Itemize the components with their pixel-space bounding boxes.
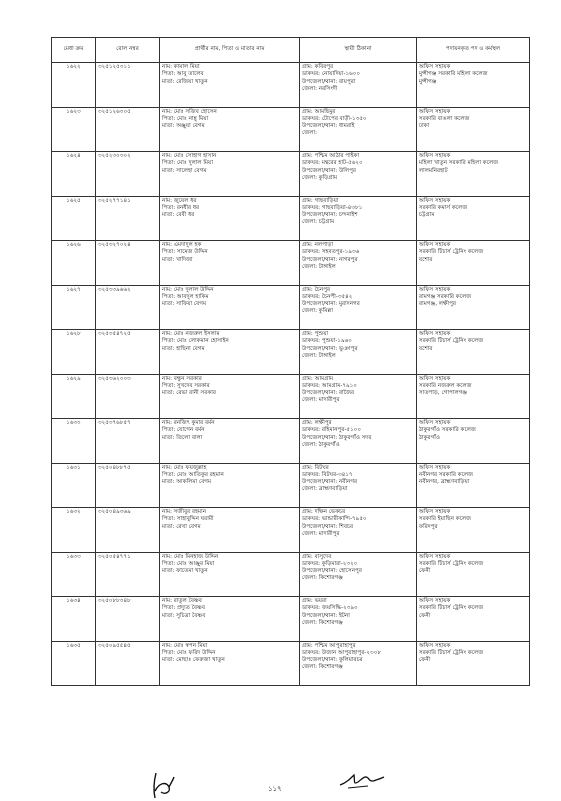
cell-permanent-address-line: জেলা: নরসিংদী: [302, 85, 338, 92]
cell-permanent-address-line: ডাকঘর: টোপের বাড়ী-১৩৫০: [302, 115, 367, 122]
cell-posting: [417, 152, 530, 197]
cell-candidate-name-line: মাতা: রেভা রানী সরকার: [162, 390, 216, 397]
cell-permanent-address-line: জেলা:: [302, 130, 317, 137]
cell-permanent-address-line: ডাকঘর: উজান আপুরাহাপুর-২৩০৮: [302, 649, 381, 656]
cell-posting-line: সরকারি নজরুল কলেজ: [419, 382, 472, 389]
cell-permanent-address-line: উপজেলা/থানা: হোসেনপুর: [302, 568, 362, 575]
cell-candidate-name-line: নাম: এমদাদুল হক: [162, 242, 202, 248]
candidate-table: [51, 37, 530, 686]
cell-permanent-address-line: জেলা: কিশোরগঞ্জ: [302, 664, 343, 671]
table-header-row: [52, 38, 530, 63]
cell-roll-number: ৩২৫০৫৪৭৭১: [96, 552, 160, 597]
cell-permanent-address: [300, 597, 417, 642]
cell-serial: ১৬২২: [52, 63, 96, 108]
cell-candidate-name-line: পিতা: মোঃ দুলাল মিয়া: [162, 160, 213, 167]
cell-candidate-name-line: পিতা: মোঃ লোকমান হোসাইন: [162, 338, 229, 345]
cell-posting: [417, 196, 530, 241]
table-row: [52, 552, 530, 597]
cell-posting: [417, 419, 530, 464]
signature-right: [338, 769, 386, 791]
cell-posting: [417, 552, 530, 597]
table-row: [52, 196, 530, 241]
cell-candidate-name: [160, 63, 300, 108]
cell-posting-line: সাতপাড়, গোপালগঞ্জ: [419, 390, 468, 397]
cell-serial: ১৬২৮: [52, 330, 96, 375]
cell-candidate-name-line: নাম: জুয়েল ধর: [162, 197, 197, 204]
cell-posting: [417, 107, 530, 152]
cell-candidate-name: [160, 463, 300, 508]
cell-candidate-name-line: মাতা: সুচিত্রা বৈষ্ণব: [162, 612, 206, 619]
cell-candidate-name-line: পিতা: সাহাবুদ্দিন ঘরামী: [162, 516, 214, 523]
cell-posting: [417, 285, 530, 330]
cell-posting-line: সরকারি টিচার্স ট্রেনিং কলেজ: [419, 605, 484, 612]
cell-posting-line: অফিস সহায়ক: [419, 64, 451, 70]
cell-roll-number: ৩২৫৩৩৯৬৬২: [96, 285, 160, 330]
cell-posting-line: অফিস সহায়ক: [419, 375, 451, 382]
cell-candidate-name-line: পিতা: প্রদ্যুত বৈষ্ণব: [162, 605, 205, 612]
cell-candidate-name-line: নাম: মোঃ দুলাল উদ্দিন: [162, 286, 214, 293]
cell-roll-number: ৩২৫০৯৫৫৪৫: [96, 641, 160, 686]
cell-permanent-address-line: জেলা: কুমিল্লা: [302, 308, 333, 315]
cell-candidate-name: [160, 597, 300, 642]
cell-posting-line: ফেনী: [419, 568, 431, 575]
cell-posting-line: সরকারি টিচার্স ট্রেনিং কলেজ: [419, 249, 484, 256]
cell-permanent-address-line: ডাকঘর: বিটঘর-৩৪১৭: [302, 471, 353, 478]
cell-posting: [417, 597, 530, 642]
cell-permanent-address-line: উপজেলা/থানা: ধামরাই: [302, 123, 355, 130]
cell-permanent-address-line: গ্রাম: পশ্চিম আঠার পাইকা: [302, 153, 360, 159]
cell-candidate-name-line: নাম: মোঃ মিনহাজ উদ্দিন: [162, 553, 219, 560]
cell-candidate-name-line: মাতা: সালেহা বেগম: [162, 167, 207, 174]
cell-serial: ১৬৩১: [52, 463, 96, 508]
cell-permanent-address: [300, 374, 417, 419]
cell-roll-number: ৩২৫২৩০৩০২: [96, 152, 160, 197]
cell-posting-line: সরকারি টিচার্স ট্রেনিং কলেজ: [419, 560, 484, 567]
cell-permanent-address-line: উপজেলা/থানা: মুরাদনগর: [302, 301, 360, 308]
cell-permanent-address-line: গ্রাম: নলপাড়া: [302, 242, 334, 248]
table-row: [52, 285, 530, 330]
cell-candidate-name-line: পিতা: সুখদেব সরকার: [162, 382, 210, 389]
cell-candidate-name-line: নাম: মোঃ সোহাগ হাসান: [162, 153, 217, 159]
cell-posting-line: রামগঞ্জ, লক্ষীপুর: [419, 301, 456, 308]
cell-permanent-address-line: উপজেলা/থানা: উলিপুর: [302, 167, 356, 174]
cell-permanent-address-line: জেলা: মাদারীপুর: [302, 397, 340, 404]
cell-candidate-name-line: নাম: সজীবুর রহমান: [162, 509, 207, 515]
cell-permanent-address-line: ডাকঘর: মন্থরের হাট-৫৬২০: [302, 160, 363, 167]
cell-permanent-address-line: ডাকঘর: চৈনপী-৩৫৪২: [302, 293, 353, 300]
cell-posting-line: সরকারি ইয়াছিন কলেজ: [419, 516, 472, 523]
cell-posting-line: ঠাকুরগাঁও সরকারি কলেজ: [419, 427, 476, 434]
cell-roll-number: ৩২৫২৭৭১৪১: [96, 196, 160, 241]
cell-permanent-address-line: গ্রাম: লক্ষীপুর: [302, 420, 332, 426]
cell-posting-line: ফেনী: [419, 612, 431, 619]
cell-roll-number: ৩২৫০৪৯৩৬৯: [96, 508, 160, 553]
cell-permanent-address-line: গ্রাম: দক্ষিন ভেকচর: [302, 509, 346, 515]
cell-permanent-address-line: ডাকঘর: পুশুয়া-১৯৬০: [302, 338, 352, 345]
cell-permanent-address: [300, 641, 417, 686]
cell-posting: [417, 641, 530, 686]
cell-posting-line: সরকারি কমার্স কলেজ: [419, 204, 468, 211]
cell-permanent-address-line: গ্রাম: ভয়রা: [302, 598, 327, 604]
cell-permanent-address-line: গ্রাম: পশ্চিম আপুরাহাপুর: [302, 642, 356, 649]
cell-permanent-address-line: গ্রাম: কবিরপুর: [302, 64, 334, 70]
cell-roll-number: ৩২৫০৮৮৩৪৮: [96, 597, 160, 642]
cell-candidate-name-line: মাতা: আকলিমা বেগম: [162, 479, 212, 486]
cell-candidate-name-line: পিতা: সামেজ উদ্দিন: [162, 249, 208, 256]
table-row: [52, 419, 530, 464]
cell-permanent-address-line: গ্রাম: বিটঘর: [302, 464, 329, 471]
cell-candidate-name: [160, 641, 300, 686]
table-row: [52, 508, 530, 553]
cell-permanent-address: [300, 285, 417, 330]
cell-posting-line: অফিস সহায়ক: [419, 642, 451, 649]
cell-posting-line: সরকারি টিচার্স ট্রেনিং কলেজ: [419, 338, 484, 345]
cell-candidate-name-line: পিতা: আবু তালেব: [162, 71, 204, 78]
cell-candidate-name-line: পিতা: মোঃ নান্নু মিয়া: [162, 115, 209, 122]
cell-permanent-address-line: গ্রাম: গাছবাড়িয়া: [302, 197, 339, 204]
cell-permanent-address-line: উপজেলা/থানা: শিবচর: [302, 523, 354, 530]
cell-posting-line: অফিস সহায়ক: [419, 420, 451, 426]
cell-candidate-name-line: পিতা: মোঃ আঞ্জুর মিয়া: [162, 560, 215, 567]
cell-candidate-name-line: মাতা: খাদিজা: [162, 256, 193, 263]
cell-permanent-address-line: ডাকঘর: রহিমানপুর-৫১০০: [302, 427, 361, 434]
cell-serial: ১৬২৯: [52, 374, 96, 419]
cell-candidate-name-line: নাম: রাতুল বৈষ্ণব: [162, 598, 202, 604]
cell-candidate-name: [160, 419, 300, 464]
cell-posting: [417, 374, 530, 419]
cell-posting-line: লালমনিরহাট: [419, 167, 448, 174]
cell-candidate-name: [160, 374, 300, 419]
cell-permanent-address-line: উপজেলা/থানা: ভুঞাপুর: [302, 345, 358, 352]
cell-serial: ১৬২৭: [52, 285, 96, 330]
cell-candidate-name: [160, 152, 300, 197]
cell-permanent-address: [300, 152, 417, 197]
cell-permanent-address: [300, 330, 417, 375]
page-footer: [0, 765, 561, 800]
cell-permanent-address-line: জেলা: কুড়িগ্রাম: [302, 174, 338, 181]
cell-permanent-address-line: জেলা: কিশোরগঞ্জ: [302, 575, 343, 582]
cell-serial: ১৬৩৪: [52, 597, 96, 642]
cell-permanent-address-line: গ্রাম: চৈনপুর: [302, 286, 331, 293]
cell-serial: ১৬৩০: [52, 419, 96, 464]
cell-posting-line: ঠাকুরগাঁও: [419, 434, 441, 441]
header-post: পদায়নকৃত পদ ও কর্মস্থল: [417, 38, 530, 63]
cell-posting-line: যশোর: [419, 345, 433, 352]
table-row: [52, 241, 530, 286]
cell-posting-line: ফেনী: [419, 657, 431, 664]
cell-candidate-name-line: পিতা: আবদুল হাকিম: [162, 293, 209, 300]
table-row: [52, 374, 530, 419]
table-row: [52, 330, 530, 375]
cell-candidate-name-line: মাতা: রেখা বেগম: [162, 523, 201, 530]
cell-candidate-name-line: পিতা: যোগেন বর্মন: [162, 427, 205, 434]
signature-left: [150, 771, 176, 801]
cell-permanent-address-line: ডাকঘর: জয়সিদ্ধি-২৩৯০: [302, 605, 358, 612]
cell-candidate-name-line: নাম: মোঃ স্বপন মিয়া: [162, 642, 208, 649]
cell-posting-line: ঢাকা: [419, 123, 430, 130]
cell-posting-line: নবীনগর সরকারি কলেজ: [419, 471, 474, 478]
cell-posting-line: অফিস সহায়ক: [419, 286, 451, 293]
cell-permanent-address: [300, 241, 417, 286]
cell-permanent-address-line: ডাকঘর: নোয়াদিয়া-১৬০০: [302, 71, 361, 78]
header-roll: রোল নম্বর: [96, 38, 160, 63]
cell-roll-number: ৩২৫১২৬৩০৫: [96, 107, 160, 152]
cell-candidate-name-line: নাম: বন্ধুন সরকার: [162, 375, 202, 382]
cell-candidate-name-line: নাম: মোঃ সজিব হোসেন: [162, 108, 217, 115]
cell-serial: ১৬৩৫: [52, 641, 96, 686]
header-serial: মেধা ক্রম: [52, 38, 96, 63]
cell-serial: ১৬৩২: [52, 508, 96, 553]
cell-serial: ১৬২৩: [52, 107, 96, 152]
cell-posting: [417, 330, 530, 375]
cell-permanent-address-line: গ্রাম: বাসুদেব: [302, 553, 332, 560]
cell-candidate-name-line: মাতা: তিলো বালা: [162, 434, 203, 441]
header-address: স্থায়ী ঠিকানা: [300, 38, 417, 63]
cell-permanent-address-line: উপজেলা/থানা: কুলিয়ারচর: [302, 657, 363, 664]
cell-candidate-name-line: মাতা: মোছাঃ ফেরুজা খাতুন: [162, 657, 225, 664]
cell-candidate-name-line: নাম: মোঃ নজরুল ইসলাম: [162, 331, 220, 337]
cell-permanent-address: [300, 463, 417, 508]
cell-permanent-address-line: জেলা: মাদারীপুর: [302, 530, 340, 537]
cell-candidate-name-line: মাতা: সাফিয়া বেগম: [162, 301, 207, 308]
cell-permanent-address-line: জেলা: টাঙ্গাইল: [302, 263, 336, 270]
cell-candidate-name-line: মাতা: বেবী ধর: [162, 212, 195, 219]
cell-candidate-name: [160, 508, 300, 553]
cell-posting-line: মুন্সীগঞ্জ: [419, 78, 437, 85]
cell-serial: ১৬২৪: [52, 152, 96, 197]
cell-posting: [417, 241, 530, 286]
cell-permanent-address-line: ডাকঘর: সহবতপুর-১৯৩৬: [302, 249, 360, 256]
cell-candidate-name-line: নাম: কামাল মিয়া: [162, 64, 200, 70]
cell-permanent-address: [300, 63, 417, 108]
cell-posting-line: সরকারি টিচার্স ট্রেনিং কলেজ: [419, 649, 484, 656]
cell-permanent-address-line: ডাকঘর: গাছবাড়িয়া-৪৩৮১: [302, 204, 363, 211]
cell-serial: ১৬৩৩: [52, 552, 96, 597]
cell-posting: [417, 463, 530, 508]
cell-permanent-address: [300, 552, 417, 597]
cell-permanent-address-line: উপজেলা/থানা: নবীনগর: [302, 479, 358, 486]
cell-candidate-name-line: পিতা: রনধীর ধর: [162, 204, 200, 211]
cell-permanent-address-line: ডাকঘর: ভান্ডারীকান্দি-৭৯৫০: [302, 516, 367, 523]
cell-permanent-address-line: গ্রাম: পুশুয়া: [302, 331, 329, 337]
cell-candidate-name-line: নাম: মোঃ ফয়জুল্লাহ: [162, 464, 207, 471]
cell-permanent-address-line: উপজেলা/থানা: ঠাকুরগাঁও সদর: [302, 434, 372, 441]
cell-permanent-address-line: জেলা: চট্টগ্রাম: [302, 219, 335, 226]
cell-posting-line: অফিস সহায়ক: [419, 242, 451, 248]
cell-permanent-address-line: উপজেলা/থানা: ইটনা: [302, 612, 350, 619]
cell-posting: [417, 63, 530, 108]
cell-candidate-name-line: পিতা: মোঃ ফরিদ উদ্দিন: [162, 649, 216, 656]
cell-permanent-address-line: জেলা: ঠাকুরগাঁও: [302, 441, 340, 448]
cell-permanent-address-line: উপজেলা/থানা: রায়পুরা: [302, 78, 356, 85]
cell-posting-line: অফিস সহায়ক: [419, 598, 451, 604]
cell-posting-line: অফিস সহায়ক: [419, 464, 451, 471]
cell-permanent-address: [300, 107, 417, 152]
cell-posting-line: অফিস সহায়ক: [419, 108, 451, 115]
cell-posting-line: যশোর: [419, 256, 433, 263]
cell-candidate-name: [160, 107, 300, 152]
cell-permanent-address-line: ডাকঘর: কুড়িমারা-২৩২০: [302, 560, 358, 567]
table-row: [52, 63, 530, 108]
cell-posting-line: অফিস সহায়ক: [419, 331, 451, 337]
cell-permanent-address-line: ডাকঘর: আমগ্রাম-৭৯১০: [302, 382, 357, 389]
header-name: প্রার্থীর নাম, পিতা ও মাতার নাম: [160, 38, 300, 63]
cell-permanent-address-line: গ্রাম: আমগ্রাম: [302, 375, 334, 382]
cell-candidate-name: [160, 196, 300, 241]
cell-posting-line: চট্টগ্রাম: [419, 212, 435, 219]
cell-permanent-address-line: জেলা: টাঙ্গাইল: [302, 352, 336, 359]
cell-permanent-address: [300, 508, 417, 553]
table-row: [52, 107, 530, 152]
cell-permanent-address-line: উপজেলা/থানা: নাগরপুর: [302, 256, 358, 263]
cell-roll-number: ৩২৫৩৫৪৭২৫: [96, 330, 160, 375]
cell-candidate-name-line: নাম: রনজিৎ কুমার বর্মন: [162, 420, 215, 426]
cell-posting-line: রামগঞ্জ সরকারি কলেজ: [419, 293, 472, 300]
cell-candidate-name-line: মাতা: রেজিয়া খাতুন: [162, 78, 208, 85]
cell-candidate-name-line: মাতা: হাছিনা বেগম: [162, 345, 205, 352]
cell-candidate-name-line: মাতা: ফাতেমা খাতুন: [162, 568, 208, 575]
cell-serial: ১৬২৬: [52, 241, 96, 286]
cell-posting-line: অফিস সহায়ক: [419, 509, 451, 515]
cell-candidate-name-line: পিতা: মোঃ আতিকুর রহমান: [162, 471, 224, 478]
cell-candidate-name: [160, 552, 300, 597]
cell-posting: [417, 508, 530, 553]
cell-posting-line: মহিলা খাতুন সরকারি মহিলা কলেজ: [419, 160, 499, 167]
cell-candidate-name: [160, 330, 300, 375]
cell-posting-line: অফিস সহায়ক: [419, 153, 451, 159]
table-row: [52, 641, 530, 686]
cell-candidate-name-line: মাতা: অঞ্জুয়া বেগম: [162, 123, 205, 130]
cell-posting-line: ফরিদপুর: [419, 523, 438, 530]
cell-permanent-address-line: গ্রাম: আমছিমুর: [302, 108, 336, 115]
table-body: [52, 63, 530, 686]
cell-serial: ১৬২৫: [52, 196, 96, 241]
table-row: [52, 463, 530, 508]
cell-posting-line: সরকারি বাঙলা কলেজ: [419, 115, 470, 122]
cell-permanent-address-line: জেলা: ব্রাহ্মণবাড়িয়া: [302, 486, 348, 493]
cell-posting-line: অফিস সহায়ক: [419, 197, 451, 204]
cell-roll-number: ৩২৫৩৭৬৮৫৭: [96, 419, 160, 464]
page-number: ১১৭: [268, 785, 282, 793]
cell-permanent-address-line: উপজেলা/থানা: চন্দনাইশ: [302, 212, 358, 219]
table-row: [52, 597, 530, 642]
table-row: [52, 152, 530, 197]
cell-roll-number: ৩২৫৩২৭০২৪: [96, 241, 160, 286]
cell-roll-number: ৩২৫০৪৮৮৭৫: [96, 463, 160, 508]
cell-permanent-address-line: উপজেলা/থানা: রাজৈর: [302, 390, 355, 397]
cell-roll-number: ৩২৫১২৫৩১১: [96, 63, 160, 108]
cell-posting-line: নবীনগর, ব্রাহ্মণবাড়িয়া: [419, 479, 470, 486]
cell-roll-number: ৩২৫৩৬২০০৩: [96, 374, 160, 419]
cell-candidate-name: [160, 285, 300, 330]
cell-candidate-name: [160, 241, 300, 286]
cell-permanent-address-line: জেলা: কিশোরগঞ্জ: [302, 619, 343, 626]
cell-posting-line: অফিস সহায়ক: [419, 553, 451, 560]
cell-permanent-address: [300, 196, 417, 241]
cell-permanent-address: [300, 419, 417, 464]
cell-posting-line: মুন্সীগঞ্জ সরকারি মহিলা কলেজ: [419, 71, 488, 78]
